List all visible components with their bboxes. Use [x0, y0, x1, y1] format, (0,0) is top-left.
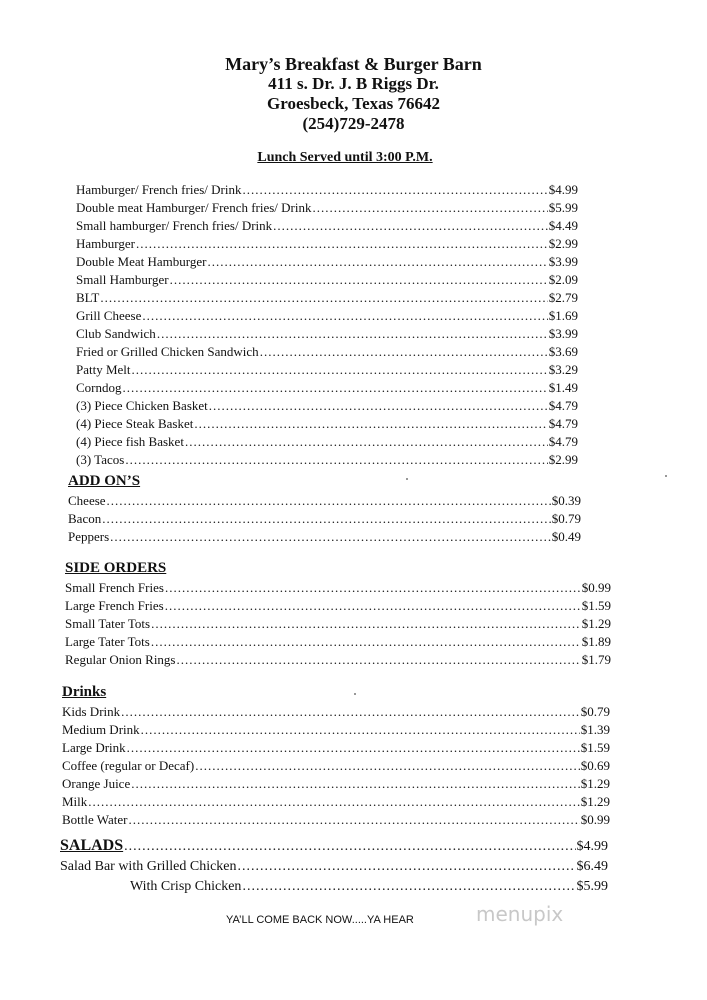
menu-item-price: $1.29: [580, 794, 610, 809]
leader-dots: [165, 579, 581, 597]
menu-item: [60, 857, 608, 877]
leader-dots: [110, 528, 551, 546]
lunch-menu: [76, 181, 578, 469]
menu-item-price: $0.79: [551, 511, 581, 526]
leader-dots: [260, 343, 548, 361]
menu-item-name: Large Drink: [62, 740, 126, 755]
menu-item-name: Small Hamburger: [76, 272, 169, 287]
salads-heading-row: [60, 837, 608, 857]
menu-item-name: Salad Bar with Grilled Chicken: [60, 859, 237, 874]
salads-heading: SALADS: [60, 837, 124, 854]
menu-item: [76, 343, 578, 361]
menu-item-price: $6.49: [576, 859, 608, 874]
menu-item: [76, 433, 578, 451]
leader-dots: [127, 739, 580, 757]
leader-dots: [165, 597, 581, 615]
leader-dots: [242, 877, 575, 897]
menu-item-name: Peppers: [68, 529, 110, 544]
leader-dots: [125, 451, 547, 469]
menu-item-name: Coffee (regular or Decaf): [62, 758, 195, 773]
menu-item: [62, 703, 610, 721]
leader-dots: [123, 379, 548, 397]
menu-item: [76, 361, 578, 379]
menu-item-name: Hamburger: [76, 236, 135, 251]
menu-item-name: (4) Piece Steak Basket: [76, 416, 194, 431]
menu-item-name: Medium Drink: [62, 722, 140, 737]
menu-item-price: $5.99: [576, 879, 608, 894]
menu-item-price: $4.99: [548, 182, 578, 197]
menu-item: [65, 597, 611, 615]
leader-dots: [194, 415, 547, 433]
menu-item-name: With Crisp Chicken: [130, 879, 242, 894]
menu-item: [76, 325, 578, 343]
leader-dots: [151, 615, 581, 633]
leader-dots: [136, 235, 548, 253]
menu-item-price: $3.99: [548, 326, 578, 341]
leader-dots: [102, 510, 551, 528]
menu-item-name: Patty Melt: [76, 362, 131, 377]
menu-item: [68, 492, 581, 510]
leader-dots: [242, 181, 547, 199]
leader-dots: [207, 253, 547, 271]
menu-item-name: Grill Cheese: [76, 308, 142, 323]
restaurant-address: 411 s. Dr. J. B Riggs Dr.: [268, 74, 439, 93]
menu-item-name: Large French Fries: [65, 598, 164, 613]
menu-item-price: $1.29: [580, 776, 610, 791]
menu-item-name: Hamburger/ French fries/ Drink: [76, 182, 242, 197]
menu-item: [76, 253, 578, 271]
menu-item-name: Large Tater Tots: [65, 634, 150, 649]
menu-item-price: $1.69: [548, 308, 578, 323]
menu-item: [68, 528, 581, 546]
salads-section: [60, 837, 608, 897]
menu-item-price: $1.59: [580, 740, 610, 755]
menu-item-name: Small hamburger/ French fries/ Drink: [76, 218, 273, 233]
leader-dots: [100, 289, 547, 307]
addons-heading: ADD ON’S: [68, 473, 141, 489]
menu-item-price: $1.59: [581, 598, 611, 613]
restaurant-header: [0, 54, 707, 134]
leader-dots: [195, 757, 580, 775]
menu-item: [76, 379, 578, 397]
lunch-item-list: [76, 181, 578, 469]
menu-item: [76, 289, 578, 307]
menu-item: [65, 633, 611, 651]
menu-item-name: Cheese: [68, 493, 106, 508]
menu-item-name: Bottle Water: [62, 812, 128, 827]
leader-dots: [185, 433, 548, 451]
menu-item-price: $4.79: [548, 398, 578, 413]
menu-item-name: Fried or Grilled Chicken Sandwich: [76, 344, 259, 359]
leader-dots: [157, 325, 548, 343]
menu-item: [76, 217, 578, 235]
menu-item-price: $3.99: [548, 254, 578, 269]
menu-item-name: Corndog: [76, 380, 122, 395]
menu-item-price: $4.79: [548, 416, 578, 431]
leader-dots: [132, 361, 548, 379]
menu-item: [62, 721, 610, 739]
menu-item-price: $0.99: [581, 580, 611, 595]
restaurant-phone: (254)729-2478: [302, 114, 405, 133]
menu-item-price: $5.99: [548, 200, 578, 215]
leader-dots: [209, 397, 548, 415]
menu-item: [62, 757, 610, 775]
menu-item: [62, 793, 610, 811]
leader-dots: [151, 633, 581, 651]
leader-dots: [177, 651, 581, 669]
menu-item-price: $2.79: [548, 290, 578, 305]
menu-item-name: Club Sandwich: [76, 326, 156, 341]
menu-item-price: $1.49: [548, 380, 578, 395]
menu-item-name: BLT: [76, 290, 100, 305]
menu-item-price: $1.39: [580, 722, 610, 737]
menu-item: [68, 510, 581, 528]
menu-item-name: Small French Fries: [65, 580, 164, 595]
menu-item: [62, 811, 610, 829]
menu-item-price: $1.29: [581, 616, 611, 631]
menu-item-price: $0.79: [580, 704, 610, 719]
restaurant-city: Groesbeck, Texas 76642: [266, 94, 440, 113]
leader-dots: [273, 217, 548, 235]
menu-item-name: Milk: [62, 794, 88, 809]
menu-item: [65, 615, 611, 633]
menu-item: [76, 307, 578, 325]
menu-item-price: $1.89: [581, 634, 611, 649]
drinks-list: [62, 703, 610, 829]
menu-item: [76, 415, 578, 433]
menu-item-name: Regular Onion Rings: [65, 652, 176, 667]
menu-item-price: $3.69: [548, 344, 578, 359]
menu-item-price: $4.79: [548, 434, 578, 449]
sides-section: [65, 559, 611, 669]
paper-speck: [354, 693, 356, 695]
leader-dots: [313, 199, 548, 217]
menu-item-price: $2.99: [548, 452, 578, 467]
menu-item: [62, 775, 610, 793]
menu-item-name: Small Tater Tots: [65, 616, 151, 631]
footer-slogan: YA’LL COME BACK NOW.....YA HEAR: [226, 914, 414, 926]
menu-item-name: (3) Piece Chicken Basket: [76, 398, 208, 413]
sides-heading: SIDE ORDERS: [65, 560, 167, 576]
leader-dots: [124, 837, 575, 857]
salads-price: $4.99: [576, 839, 608, 854]
addons-section: [68, 472, 581, 546]
restaurant-name: Mary’s Breakfast & Burger Barn: [225, 54, 482, 74]
drinks-heading: Drinks: [62, 684, 107, 700]
leader-dots: [238, 857, 576, 877]
leader-dots: [121, 703, 580, 721]
menu-item-name: (4) Piece fish Basket: [76, 434, 184, 449]
sides-list: [65, 579, 611, 669]
menu-item-price: $4.49: [548, 218, 578, 233]
menupix-watermark: menupix: [476, 902, 564, 926]
menu-item-price: $0.49: [551, 529, 581, 544]
menu-item-name: Double Meat Hamburger: [76, 254, 207, 269]
leader-dots: [141, 721, 580, 739]
menu-item: [76, 181, 578, 199]
leader-dots: [131, 775, 580, 793]
leader-dots: [142, 307, 547, 325]
menu-item-name: Bacon: [68, 511, 102, 526]
leader-dots: [107, 492, 551, 510]
leader-dots: [170, 271, 548, 289]
menu-item: [76, 199, 578, 217]
paper-speck: [406, 478, 408, 480]
menu-item-price: $0.69: [580, 758, 610, 773]
menu-item-price: $0.99: [580, 812, 610, 827]
menu-item: [60, 877, 608, 897]
menu-item-name: Orange Juice: [62, 776, 131, 791]
drinks-section: [62, 683, 610, 829]
menu-item-price: $2.99: [548, 236, 578, 251]
menu-item: [62, 739, 610, 757]
menu-item-name: (3) Tacos: [76, 452, 125, 467]
menu-item-name: Kids Drink: [62, 704, 121, 719]
menu-item: [76, 451, 578, 469]
menu-item-price: $1.79: [581, 652, 611, 667]
menu-item-price: $2.09: [548, 272, 578, 287]
addons-list: [68, 492, 581, 546]
menu-item-price: $3.29: [548, 362, 578, 377]
lunch-note: Lunch Served until 3:00 P.M.: [257, 150, 433, 165]
leader-dots: [129, 811, 580, 829]
menu-item: [65, 651, 611, 669]
menu-item: [76, 235, 578, 253]
menu-item-name: Double meat Hamburger/ French fries/ Drink: [76, 200, 312, 215]
menu-item-price: $0.39: [551, 493, 581, 508]
menu-item: [76, 271, 578, 289]
leader-dots: [88, 793, 579, 811]
paper-speck: [665, 475, 667, 477]
menu-item: [65, 579, 611, 597]
menu-item: [76, 397, 578, 415]
